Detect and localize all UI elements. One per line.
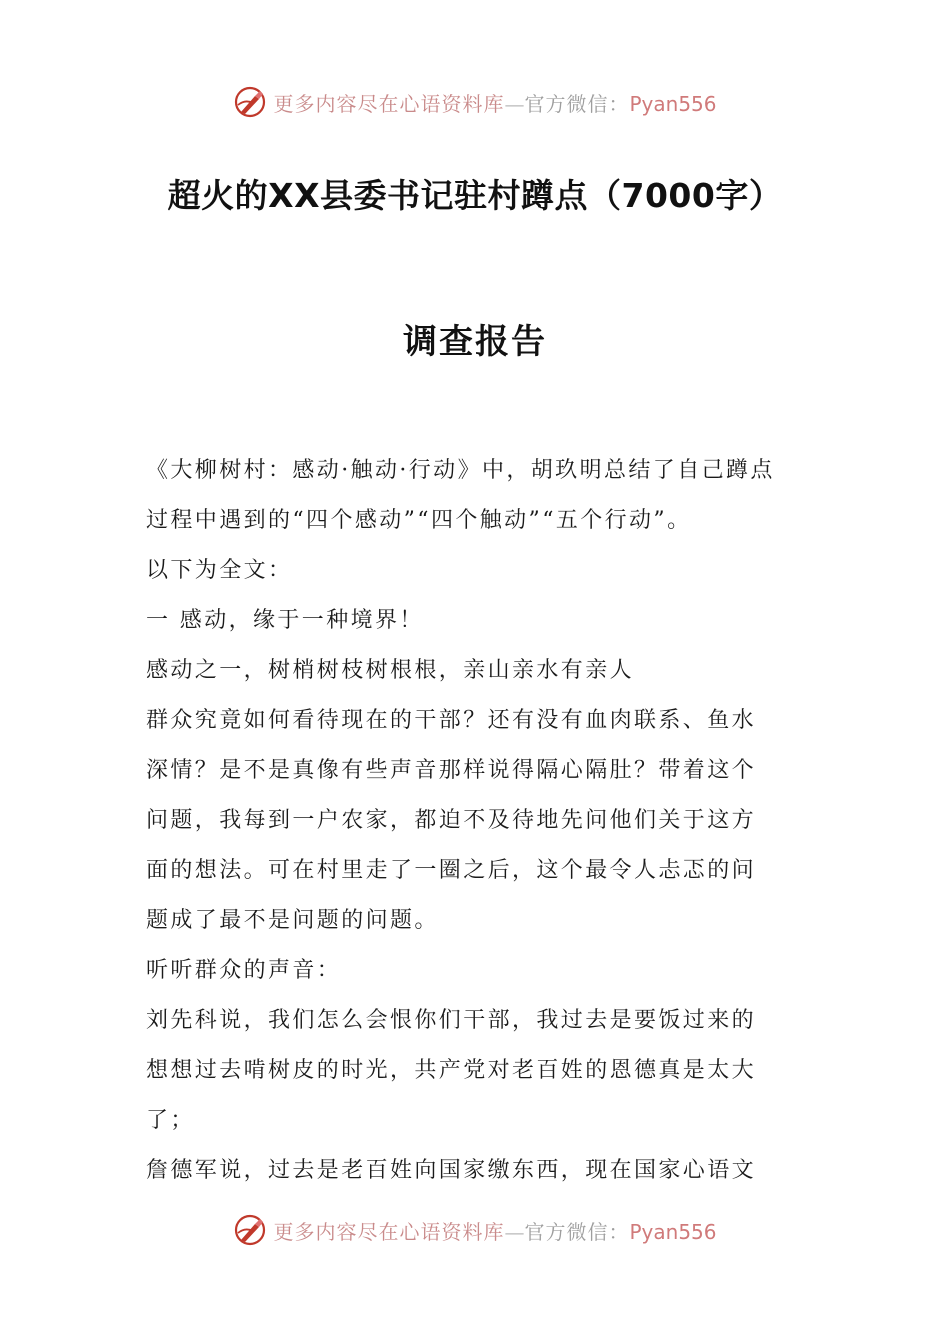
pen-logo-icon	[233, 85, 267, 119]
section-heading: 一 感动，缘于一种境界！	[146, 608, 424, 633]
banner-wechat-label: 官方微信：	[524, 1219, 630, 1244]
document-title: 超火的XX县委书记驻村蹲点（7000字）	[167, 176, 783, 215]
banner-separator: —	[504, 91, 525, 116]
subsection-heading: 感动之一，树梢树枝树根根，亲山亲水有亲人	[146, 658, 635, 683]
body-line: 刘先科说，我们怎么会恨你们干部，我过去是要饭过来的	[146, 1008, 757, 1033]
header-banner	[0, 82, 950, 122]
body-line: 了；	[146, 1108, 195, 1133]
body-line: 面的想法。可在村里走了一圈之后，这个最令人忐忑的问	[146, 858, 757, 883]
body-line: 听听群众的声音：	[146, 958, 342, 983]
body-line: 以下为全文：	[146, 558, 293, 583]
body-line: 詹德军说，过去是老百姓向国家缴东西，现在国家心语文	[146, 1158, 757, 1183]
body-line: 深情？是不是真像有些声音那样说得隔心隔肚？带着这个	[146, 758, 757, 783]
body-line: 题成了最不是问题的问题。	[146, 908, 439, 933]
pen-logo-icon	[233, 1213, 267, 1247]
banner-wechat-id: Pyan556	[629, 1219, 717, 1244]
banner-wechat-label: 官方微信：	[524, 91, 630, 116]
footer-banner	[0, 1210, 950, 1250]
body-line: 群众究竟如何看待现在的干部？还有没有血肉联系、鱼水	[146, 708, 757, 733]
document-subtitle: 调查报告	[403, 322, 547, 362]
banner-main-text: 更多内容尽在心语资料库	[273, 91, 505, 116]
body-line: 问题，我每到一户农家，都迫不及待地先问他们关于这方	[146, 808, 757, 833]
banner-text	[273, 88, 716, 117]
body-line: 过程中遇到的“四个感动”“四个触动”“五个行动”。	[146, 508, 692, 533]
banner-text	[273, 1216, 716, 1245]
body-line: 想想过去啃树皮的时光，共产党对老百姓的恩德真是太大	[146, 1058, 757, 1083]
body-line: 《大柳树村：感动·触动·行动》中，胡玖明总结了自己蹲点	[146, 458, 775, 483]
banner-separator: —	[504, 1219, 525, 1244]
banner-main-text: 更多内容尽在心语资料库	[273, 1219, 505, 1244]
banner-wechat-id: Pyan556	[629, 91, 717, 116]
document-body	[146, 446, 806, 1196]
